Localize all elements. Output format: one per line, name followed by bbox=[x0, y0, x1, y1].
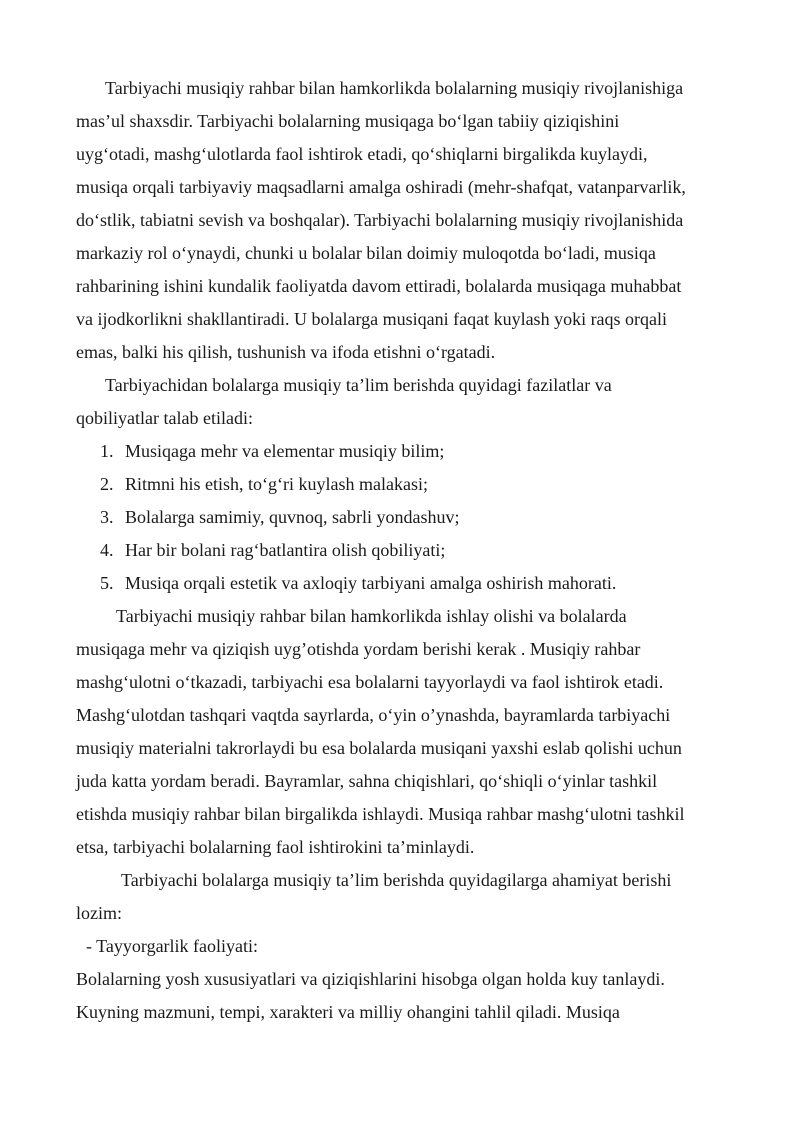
text-line: musiqaga mehr va qiziqish uyg’otishda yordam berishi kerak . Musiqiy rahbar bbox=[76, 639, 641, 659]
text-line: do‘stlik, tabiatni sevish va boshqalar). Tarbiyachi bolalarning musiqiy rivojlanishida bbox=[76, 210, 684, 230]
text-line: etsa, tarbiyachi bolalarning faol ishtirokini ta’minlaydi. bbox=[76, 837, 475, 857]
qualities-list bbox=[76, 436, 726, 601]
list-number: 1. bbox=[100, 441, 114, 461]
text-line: markaziy rol o‘ynaydi, chunki u bolalar bilan doimiy muloqotda bo‘ladi, musiqa bbox=[76, 243, 656, 263]
text-line: emas, balki his qilish, tushunish va ifoda etishni o‘rgatadi. bbox=[76, 342, 496, 362]
text-line: etishda musiqiy rahbar bilan birgalikda ishlaydi. Musiqa rahbar mashg‘ulotni tashkil bbox=[76, 804, 685, 824]
text-line: Bolalarning yosh xususiyatlari va qiziqishlarini hisobga olgan holda kuy tanlaydi. bbox=[76, 969, 665, 989]
text-line: musiqiy materialni takrorlaydi bu esa bolalarda musiqani yaxshi eslab qolishi uchun bbox=[76, 738, 682, 758]
list-item bbox=[76, 502, 726, 535]
text-line: musiqa orqali tarbiyaviy maqsadlarni amalga oshiradi (mehr-shafqat, vatanparvarlik, bbox=[76, 177, 686, 197]
text-line: uyg‘otadi, mashg‘ulotlarda faol ishtirok etadi, qo‘shiqlarni birgalikda kuylaydi, bbox=[76, 144, 648, 164]
list-number: 5. bbox=[100, 573, 114, 593]
text-line: qobiliyatlar talab etiladi: bbox=[76, 408, 253, 428]
list-number: 2. bbox=[100, 474, 114, 494]
list-item bbox=[76, 568, 726, 601]
paragraph-2 bbox=[76, 370, 726, 436]
subheading: - Tayyorgarlik faoliyati: bbox=[86, 936, 259, 956]
list-text: Musiqa orqali estetik va axloqiy tarbiyani amalga oshirish mahorati. bbox=[125, 573, 617, 593]
list-number: 3. bbox=[100, 507, 114, 527]
list-item bbox=[76, 535, 726, 568]
list-item bbox=[76, 469, 726, 502]
list-text: Ritmni his etish, to‘g‘ri kuylash malakasi; bbox=[125, 474, 428, 494]
text-line: Mashg‘ulotdan tashqari vaqtda sayrlarda, o‘yin o’ynashda, bayramlarda tarbiyachi bbox=[76, 705, 671, 725]
list-text: Har bir bolani rag‘batlantira olish qobiliyati; bbox=[125, 540, 446, 560]
list-number: 4. bbox=[100, 540, 114, 560]
text-line: Kuyning mazmuni, tempi, xarakteri va milliy ohangini tahlil qiladi. Musiqa bbox=[76, 1002, 620, 1022]
list-text: Bolalarga samimiy, quvnoq, sabrli yondashuv; bbox=[125, 507, 460, 527]
document-body bbox=[76, 73, 726, 1030]
text-line: mashg‘ulotni o‘tkazadi, tarbiyachi esa bolalarni tayyorlaydi va faol ishtirok etadi. bbox=[76, 672, 664, 692]
list-item bbox=[76, 436, 726, 469]
paragraph-4 bbox=[76, 865, 726, 931]
list-text: Musiqaga mehr va elementar musiqiy bilim; bbox=[125, 441, 445, 461]
text-line: lozim: bbox=[76, 903, 122, 923]
text-line: Tarbiyachi bolalarga musiqiy ta’lim berishda quyidagilarga ahamiyat berishi bbox=[121, 870, 672, 890]
text-line: va ijodkorlikni shakllantiradi. U bolalarga musiqani faqat kuylash yoki raqs orqali bbox=[76, 309, 668, 329]
paragraph-1 bbox=[76, 73, 726, 370]
text-line: mas’ul shaxsdir. Tarbiyachi bolalarning musiqaga bo‘lgan tabiiy qiziqishini bbox=[76, 111, 620, 131]
paragraph-5 bbox=[76, 964, 726, 1030]
paragraph-3 bbox=[76, 601, 726, 865]
text-line: Tarbiyachidan bolalarga musiqiy ta’lim berishda quyidagi fazilatlar va bbox=[105, 375, 612, 395]
text-line: Tarbiyachi musiqiy rahbar bilan hamkorlikda ishlay olishi va bolalarda bbox=[116, 606, 627, 626]
text-line: Tarbiyachi musiqiy rahbar bilan hamkorlikda bolalarning musiqiy rivojlanishiga bbox=[105, 78, 684, 98]
text-line: juda katta yordam beradi. Bayramlar, sahna chiqishlari, qo‘shiqli o‘yinlar tashkil bbox=[76, 771, 658, 791]
text-line: rahbarining ishini kundalik faoliyatda davom ettiradi, bolalarda musiqaga muhabbat bbox=[76, 276, 682, 296]
